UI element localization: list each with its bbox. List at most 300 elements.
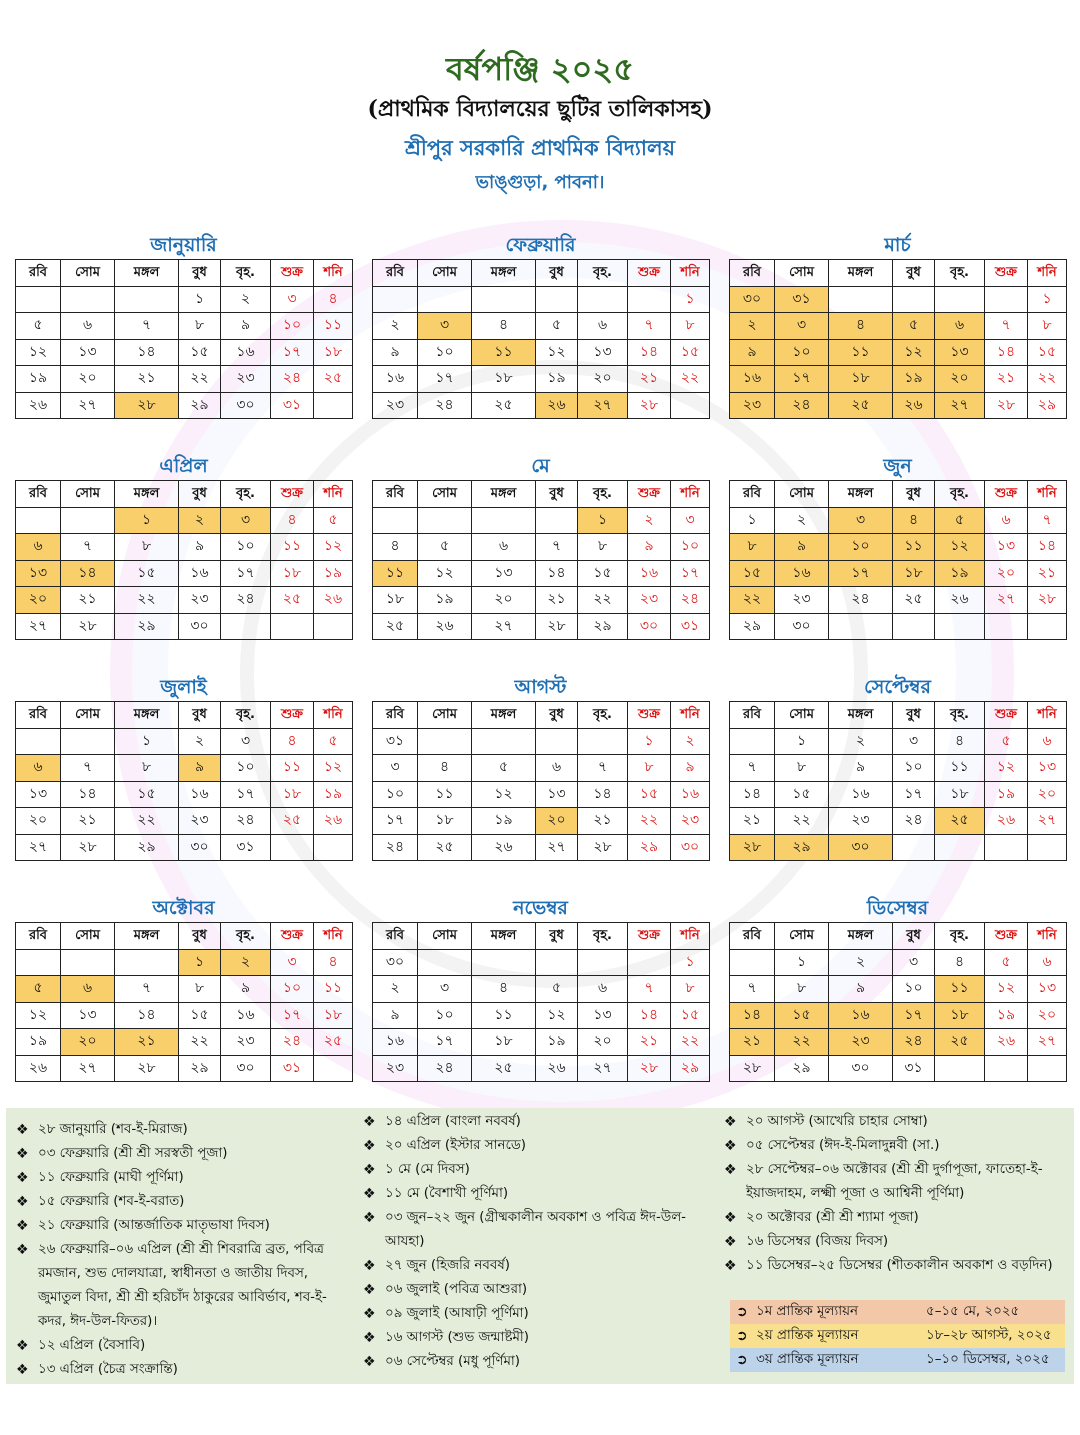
holiday-text: ১৪ এপ্রিল (বাংলা নববর্ষ) [385,1114,521,1129]
day-cell: ৩ [829,507,893,534]
holiday-text: ২৭ জুন (হিজরি নববর্ষ) [385,1258,510,1273]
week-row [373,587,710,614]
day-cell [61,286,115,313]
exam-label: ২য় প্রান্তিক মূল্যায়ন [756,1328,859,1343]
weekday-header-row [16,923,353,950]
day-cell: ২২ [578,587,628,614]
day-cell: ৫ [16,313,61,340]
day-cell: ১০ [221,755,271,782]
month-calendar [372,453,709,640]
week-row [373,1029,710,1056]
day-cell [314,834,353,861]
weekday-header-row [373,260,710,287]
day-cell: ১০ [418,1002,472,1029]
day-cell: ২৪ [671,587,710,614]
day-cell: ১৯ [472,808,536,835]
holiday-text: ০৫ সেপ্টেম্বর (ঈদ-ই-মিলাদুন্নবী (সা.) [746,1138,940,1153]
day-cell: ১২ [536,1002,578,1029]
day-cell: ৩ [418,976,472,1003]
week-row [730,313,1067,340]
day-cell: ১৮ [472,366,536,393]
weekday-header-row [16,260,353,287]
day-cell [418,949,472,976]
week-row [373,286,710,313]
month-calendar [15,674,352,861]
day-cell: ১ [1028,286,1067,313]
day-cell: ১৪ [985,339,1028,366]
day-cell: ৪ [418,755,472,782]
weekday-label: শনি [314,923,353,950]
weekday-label: শনি [314,260,353,287]
day-cell: ৩১ [671,613,710,640]
day-cell: ২৯ [730,613,775,640]
holiday-item [14,1238,354,1334]
day-cell: ২ [179,728,221,755]
holiday-item [361,1158,711,1182]
weekday-label: বুধ [179,481,221,508]
day-cell: ১ [671,286,710,313]
month-table [372,701,710,861]
month-name: আগস্ট [514,676,567,698]
day-cell: ১৪ [536,560,578,587]
month-table [15,922,353,1082]
day-cell: ৬ [578,976,628,1003]
holiday-item [14,1358,354,1382]
day-cell: ২ [730,313,775,340]
weekday-label: বৃহ. [221,481,271,508]
day-cell: ৩১ [775,286,829,313]
day-cell: ৯ [179,755,221,782]
day-cell: ২৭ [16,834,61,861]
day-cell [536,949,578,976]
day-cell: ২২ [179,366,221,393]
exam-date: ১–১০ ডিসেম্বর, ২০২৫ [926,1352,1050,1367]
school-location: ভাঙ্গুড়া, পাবনা। [475,172,605,193]
weekday-label: শুক্র [271,260,314,287]
day-cell: ২৩ [373,392,418,419]
weekday-label: মঙ্গল [472,260,536,287]
weekday-label: বুধ [893,260,935,287]
weekday-label: মঙ্গল [472,923,536,950]
day-cell [472,728,536,755]
day-cell: ৪ [829,313,893,340]
month-table [15,480,353,640]
day-cell: ১৩ [578,1002,628,1029]
day-cell: ১ [775,949,829,976]
day-cell: ১২ [472,781,536,808]
holiday-item [361,1206,711,1254]
month-calendar [729,895,1066,1082]
holiday-item [361,1302,711,1326]
holiday-text: ০৬ সেপ্টেম্বর (মধু পূর্ণিমা) [385,1354,521,1369]
day-cell: ২২ [671,1029,710,1056]
holiday-text: ০৩ ফেব্রুয়ারি (শ্রী শ্রী সরস্বতী পূজা) [38,1146,228,1161]
day-cell: ২৫ [935,808,985,835]
weekday-label: শুক্র [628,702,671,729]
diamond-bullet-icon: ❖ [724,1234,737,1250]
day-cell: ১০ [893,976,935,1003]
day-cell: ১৪ [115,1002,179,1029]
day-cell: ২ [671,728,710,755]
day-cell: ১৫ [671,339,710,366]
day-cell: ১১ [373,560,418,587]
day-cell: ২৪ [373,834,418,861]
day-cell [373,286,418,313]
day-cell: ৩১ [893,1055,935,1082]
day-cell: ৬ [61,313,115,340]
day-cell: ৩ [893,728,935,755]
week-row [16,1055,353,1082]
day-cell: ৩০ [179,834,221,861]
day-cell: ২৪ [893,808,935,835]
weekday-label: শনি [1028,260,1067,287]
day-cell: ৫ [985,728,1028,755]
weekday-label: বুধ [536,702,578,729]
diamond-bullet-icon: ❖ [363,1138,376,1154]
day-cell: ১০ [829,534,893,561]
weekday-label: সোম [775,481,829,508]
weekday-label: শুক্র [985,260,1028,287]
day-cell: ২৩ [671,808,710,835]
day-cell [935,286,985,313]
weekday-label: শনি [671,923,710,950]
holiday-text: ১৫ ফেব্রুয়ারি (শব-ই-বরাত) [38,1194,185,1209]
month-calendar [729,674,1066,861]
day-cell: ৭ [536,534,578,561]
day-cell: ৩০ [221,1055,271,1082]
day-cell: ১৭ [775,366,829,393]
day-cell: ২৯ [775,834,829,861]
day-cell: ১৬ [179,781,221,808]
day-cell: ২৩ [373,1055,418,1082]
day-cell [578,949,628,976]
week-row [730,1055,1067,1082]
week-row [16,587,353,614]
weekday-header-row [730,260,1067,287]
weekday-label: শনি [1028,923,1067,950]
diamond-bullet-icon: ❖ [16,1218,29,1234]
day-cell: ২৯ [1028,392,1067,419]
exam-label: ১ম প্রান্তিক মূল্যায়ন [756,1304,859,1319]
holiday-text: ১১ মে (বৈশাখী পূর্ণিমা) [385,1186,509,1201]
week-row [373,507,710,534]
day-cell: ১৪ [628,1002,671,1029]
week-row [730,534,1067,561]
week-row [373,1055,710,1082]
week-row [730,613,1067,640]
holiday-text: ২০ এপ্রিল (ইস্টার সানডে) [385,1138,526,1153]
day-cell: ২২ [1028,366,1067,393]
day-cell: ২১ [1028,560,1067,587]
month-table [372,922,710,1082]
week-row [730,949,1067,976]
day-cell [314,613,353,640]
week-row [730,976,1067,1003]
day-cell: ২৮ [628,392,671,419]
day-cell: ১৫ [775,1002,829,1029]
day-cell: ১৯ [935,560,985,587]
day-cell: ১৩ [1028,755,1067,782]
day-cell: ৫ [985,949,1028,976]
day-cell: ১৮ [373,587,418,614]
week-row [16,286,353,313]
day-cell: ১১ [829,339,893,366]
day-cell: ২৫ [829,392,893,419]
week-row [373,728,710,755]
day-cell: ২৮ [578,834,628,861]
week-row [373,1002,710,1029]
day-cell: ১৪ [61,560,115,587]
day-cell: ২৭ [1028,1029,1067,1056]
day-cell: ২৩ [730,392,775,419]
day-cell: ৭ [628,313,671,340]
weekday-label: সোম [418,260,472,287]
day-cell: ২১ [730,1029,775,1056]
weekday-label: রবি [16,702,61,729]
week-row [373,313,710,340]
day-cell: ১০ [775,339,829,366]
day-cell: ১০ [418,339,472,366]
day-cell: ১২ [314,755,353,782]
day-cell: ৪ [314,286,353,313]
day-cell: ১৬ [373,1029,418,1056]
day-cell: ২২ [179,1029,221,1056]
diamond-bullet-icon: ❖ [363,1354,376,1370]
exam-label: ৩য় প্রান্তিক মূল্যায়ন [756,1352,859,1367]
day-cell: ২৬ [893,392,935,419]
day-cell: ২৫ [271,808,314,835]
day-cell: ২৪ [775,392,829,419]
weekday-label: শুক্র [628,923,671,950]
school-name: শ্রীপুর সরকারি প্রাথমিক বিদ্যালয় [404,136,675,160]
week-row [16,755,353,782]
day-cell: ২ [373,976,418,1003]
day-cell: ৯ [730,339,775,366]
day-cell: ১১ [314,313,353,340]
day-cell: ১৬ [730,366,775,393]
day-cell [985,613,1028,640]
holiday-item [722,1230,1067,1254]
day-cell: ২৬ [16,1055,61,1082]
day-cell: ১৬ [373,366,418,393]
holiday-text: ২৬ ফেব্রুয়ারি–০৬ এপ্রিল (শ্রী শ্রী শিবরাত্রি ব্রত, পবিত্র রমজান, শুভ দোলযাত্রা, স্বাধীনতা ও জাতীয় দিবস, জুমাতুল বিদা, শ্রী শ্রী হরিচাঁদ ঠাকুরের আবির্ভাব, শব-ই-কদর, ঈদ-উল-ফিতর)। [38,1242,327,1329]
day-cell [61,949,115,976]
day-cell: ২১ [115,1029,179,1056]
weekday-label: সোম [61,481,115,508]
day-cell: ১৯ [314,560,353,587]
day-cell: ২ [829,949,893,976]
month-table [729,259,1067,419]
holiday-text: ০৬ জুলাই (পবিত্র আশুরা) [385,1282,528,1297]
day-cell: ৫ [418,534,472,561]
weekday-label: বুধ [893,923,935,950]
diamond-bullet-icon: ❖ [16,1122,29,1138]
day-cell: ৯ [829,976,893,1003]
weekday-label: বৃহ. [578,923,628,950]
weekday-header-row [16,481,353,508]
day-cell: ২২ [628,808,671,835]
diamond-bullet-icon: ❖ [724,1114,737,1130]
day-cell: ২৮ [985,392,1028,419]
month-name: জুলাই [160,676,207,698]
weekday-header-row [730,481,1067,508]
day-cell [418,507,472,534]
day-cell: ২৪ [271,1029,314,1056]
day-cell: ১৯ [418,587,472,614]
day-cell: ২৪ [221,808,271,835]
week-row [373,976,710,1003]
month-table [15,259,353,419]
holiday-legend [6,1108,1074,1384]
day-cell: ৩ [271,286,314,313]
day-cell [1028,1055,1067,1082]
day-cell: ২৮ [115,1055,179,1082]
day-cell: ১৮ [314,1002,353,1029]
month-calendar [372,895,709,1082]
day-cell: ৫ [314,507,353,534]
weekday-header-row [730,702,1067,729]
weekday-label: রবি [730,923,775,950]
weekday-label: শনি [1028,702,1067,729]
week-row [373,755,710,782]
day-cell: ২৯ [115,613,179,640]
day-cell: ৩ [271,949,314,976]
day-cell: ২১ [628,366,671,393]
day-cell: ১৭ [221,781,271,808]
holiday-text: ১ মে (মে দিবস) [385,1162,470,1177]
month-calendar [15,453,352,640]
day-cell: ১০ [373,781,418,808]
day-cell: ২ [829,728,893,755]
day-cell: ১ [578,507,628,534]
weekday-label: সোম [775,260,829,287]
day-cell: ৭ [628,976,671,1003]
day-cell: ১৯ [16,366,61,393]
weekday-label: রবি [16,260,61,287]
day-cell: ১১ [893,534,935,561]
day-cell: ২২ [671,366,710,393]
day-cell: ৩০ [221,392,271,419]
day-cell: ২৭ [578,392,628,419]
day-cell: ১২ [536,339,578,366]
legend-column-3 [722,1110,1067,1278]
day-cell: ২৯ [115,834,179,861]
diamond-bullet-icon: ❖ [724,1162,737,1178]
day-cell [271,613,314,640]
day-cell: ১২ [985,976,1028,1003]
weekday-label: সোম [61,923,115,950]
holiday-item [361,1182,711,1206]
week-row [730,728,1067,755]
day-cell: ২৬ [985,808,1028,835]
day-cell: ১৩ [472,560,536,587]
holiday-text: ১৬ আগস্ট (শুভ জন্মাষ্টমী) [385,1330,529,1345]
day-cell: ৪ [314,949,353,976]
day-cell: ১০ [271,313,314,340]
day-cell: ২৭ [472,613,536,640]
week-row [730,1029,1067,1056]
day-cell: ১৮ [271,560,314,587]
day-cell [271,834,314,861]
day-cell: ১৬ [671,781,710,808]
weekday-label: মঙ্গল [829,923,893,950]
weekday-header-row [373,923,710,950]
diamond-bullet-icon: ❖ [724,1138,737,1154]
day-cell: ৩০ [829,834,893,861]
week-row [16,392,353,419]
day-cell: ১০ [893,755,935,782]
day-cell: ১৩ [985,534,1028,561]
weekday-label: সোম [61,260,115,287]
day-cell: ২৯ [628,834,671,861]
day-cell: ১৩ [536,781,578,808]
day-cell: ১৭ [373,808,418,835]
day-cell [935,834,985,861]
day-cell [893,613,935,640]
day-cell: ৩ [221,728,271,755]
day-cell: ২৮ [628,1055,671,1082]
weekday-label: বুধ [536,923,578,950]
day-cell: ১১ [314,976,353,1003]
day-cell: ১৪ [1028,534,1067,561]
day-cell: ২৪ [893,1029,935,1056]
weekday-label: শনি [671,481,710,508]
day-cell: ২০ [472,587,536,614]
diamond-bullet-icon: ❖ [16,1338,29,1354]
day-cell: ৬ [16,534,61,561]
day-cell [61,507,115,534]
day-cell: ১৮ [472,1029,536,1056]
day-cell [472,286,536,313]
week-row [730,781,1067,808]
weekday-label: শনি [1028,481,1067,508]
day-cell [61,728,115,755]
day-cell: ২২ [115,587,179,614]
exam-date: ১৮–২৮ আগস্ট, ২০২৫ [926,1328,1052,1343]
day-cell: ২৯ [179,392,221,419]
day-cell: ২৮ [1028,587,1067,614]
day-cell: ৯ [373,1002,418,1029]
day-cell: ২৩ [179,587,221,614]
day-cell: ৮ [730,534,775,561]
day-cell: ২৫ [271,587,314,614]
weekday-label: শনি [671,702,710,729]
day-cell: ২৫ [373,613,418,640]
day-cell: ২৮ [730,1055,775,1082]
legend-column-2 [361,1110,711,1374]
day-cell: ১৭ [829,560,893,587]
month-table [372,480,710,640]
week-row [373,392,710,419]
week-row [16,834,353,861]
day-cell: ১১ [418,781,472,808]
day-cell: ১৫ [179,1002,221,1029]
day-cell: ৭ [730,976,775,1003]
day-cell: ১৯ [985,1002,1028,1029]
day-cell [985,1055,1028,1082]
day-cell [829,286,893,313]
day-cell: ২৫ [418,834,472,861]
weekday-label: মঙ্গল [115,923,179,950]
day-cell: ১৩ [61,339,115,366]
day-cell: ৪ [472,976,536,1003]
day-cell: ৭ [61,534,115,561]
day-cell: ৩০ [730,286,775,313]
day-cell: ৫ [472,755,536,782]
diamond-bullet-icon: ❖ [724,1210,737,1226]
day-cell: ২৬ [935,587,985,614]
day-cell: ২৬ [536,1055,578,1082]
